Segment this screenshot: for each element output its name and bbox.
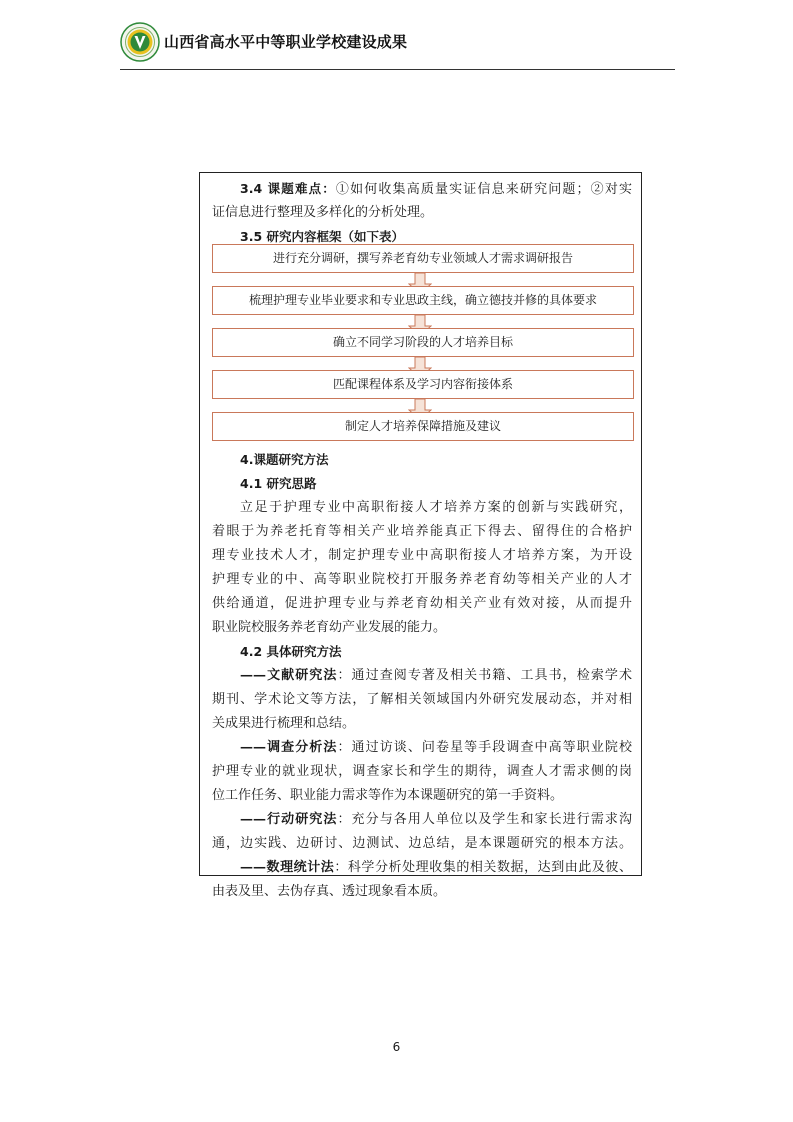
header-title: 山西省高水平中等职业学校建设成果: [164, 33, 408, 51]
method-action-line-1: [240, 808, 632, 832]
flow-step-4: 匹配课程体系及学习内容衔接体系: [212, 370, 634, 399]
para-4-1-line: 护理专业的中、高等职业院校打开服务养老育幼等相关产业的人才: [212, 572, 632, 587]
method-statistics-line: 由表及里、去伪存真、透过现象看本质。: [212, 884, 447, 899]
para-4-1-line: 理专业技术人才，制定护理专业中高职衔接人才培养方案，为开设: [212, 548, 632, 563]
method-action-label: ——行动研究法: [240, 812, 338, 827]
page-number: 6: [392, 1040, 401, 1054]
para-4-1-line: 着眼于为养老托育等相关产业培养能真正下得去、留得住的合格护: [212, 524, 632, 539]
flow-step-2: 梳理护理专业毕业要求和专业思政主线，确立德技并修的具体要求: [212, 286, 634, 315]
flow-step-1: 进行充分调研，撰写养老育幼专业领域人才需求调研报告: [212, 244, 634, 273]
school-logo-icon: [120, 22, 160, 62]
section-4-1-heading: 4.1 研究思路: [240, 476, 317, 491]
section-4-2-heading: 4.2 具体研究方法: [240, 644, 342, 659]
para-4-1-line: 立足于护理专业中高职衔接人才培养方案的创新与实践研究，: [240, 500, 632, 515]
method-literature-text: ：通过查阅专著及相关书籍、工具书，检索学术: [337, 668, 632, 683]
method-statistics-text: ：科学分析处理收集的相关数据，达到由此及彼、: [334, 860, 632, 875]
section-3-5-heading: 3.5 研究内容框架（如下表）: [240, 229, 404, 244]
method-literature-line: 期刊、学术论文等方法，了解相关领域国内外研究发展动态，并对相: [212, 692, 632, 707]
flow-step-3: 确立不同学习阶段的人才培养目标: [212, 328, 634, 357]
method-survey-text: ：通过访谈、问卷星等手段调查中高等职业院校: [337, 740, 632, 755]
method-survey-line: 护理专业的就业现状，调查家长和学生的期待，调查人才需求侧的岗: [212, 764, 632, 779]
method-survey-line-1: [240, 736, 632, 760]
header-divider: [120, 69, 675, 70]
section-3-4-label: 3.4 课题难点：: [240, 181, 336, 196]
method-survey-label: ——调查分析法: [240, 740, 338, 755]
page-header: [120, 18, 675, 74]
method-action-text: ：充分与各用人单位以及学生和家长进行需求沟: [337, 812, 632, 827]
content-box: [199, 172, 642, 899]
para-4-1-line: 供给通道，促进护理专业与养老育幼相关产业有效对接，从而提升: [212, 596, 632, 611]
method-literature-label: ——文献研究法: [240, 668, 338, 683]
section-3-4-line-1: [240, 177, 632, 202]
section-3-4-line-2: 证信息进行整理及多样化的分析处理。: [212, 205, 434, 220]
method-survey-line: 位工作任务、职业能力需求等作为本课题研究的第一手资料。: [212, 788, 564, 803]
method-statistics-line-1: [240, 856, 632, 880]
para-4-1-line: 职业院校服务养老育幼产业发展的能力。: [212, 620, 447, 635]
section-4-heading: 4.课题研究方法: [240, 452, 329, 467]
method-literature-line: 关成果进行梳理和总结。: [212, 716, 356, 731]
section-3-4-text: ①如何收集高质量实证信息来研究问题；②对实: [335, 182, 632, 197]
method-literature-line-1: [240, 664, 632, 688]
method-statistics-label: ——数理统计法: [240, 860, 335, 875]
method-action-line: 通，边实践、边研讨、边测试、边总结，是本课题研究的根本方法。: [212, 836, 632, 851]
flow-step-5: 制定人才培养保障措施及建议: [212, 412, 634, 441]
